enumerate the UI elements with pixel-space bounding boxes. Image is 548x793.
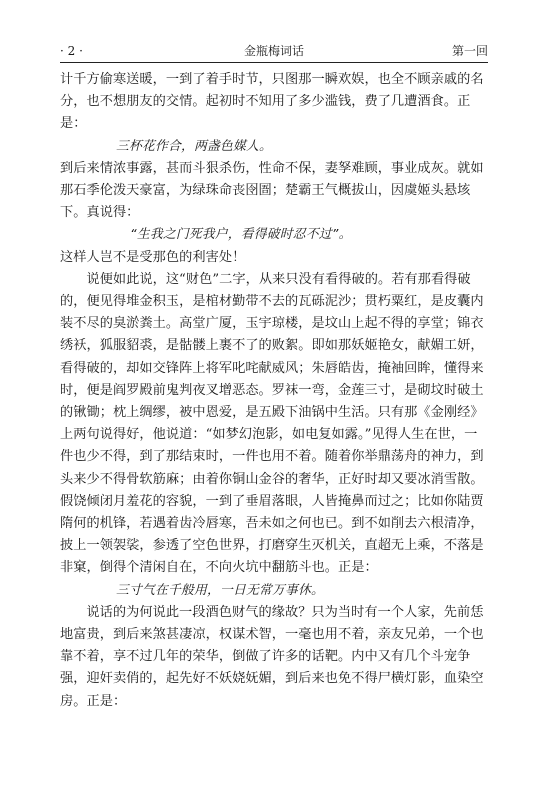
- verse-line: 三杯花作合，两盏色媒人。: [116, 138, 272, 154]
- paragraph: 计千方偷寒送暖，一到了着手时节，只图那一瞬欢娱，也全不顾亲戚的名分，也不想朋友的交情。起初时不知用了多少滥钱，费了几遭酒食。正是：: [60, 72, 484, 132]
- verse-line: “生我之门死我户，看得破时忍不过”。: [130, 227, 352, 243]
- page-body: [60, 69, 490, 713]
- book-title: 金瓶梅词话: [243, 44, 304, 58]
- paragraph: 说话的为何说此一段酒色财气的缘故？只为当时有一个人家，先前恁地富贵，到后来煞甚凄凉，权谋术智，一毫也用不着，亲友兄弟，一个也靠不着，享不过几年的荣华，倒做了许多的话靶。内中又有几个斗宠争强，迎奸卖俏的，起先好不妖娆妩媚，到后来也免不得尸横灯影，血染空房。正是：: [60, 604, 484, 709]
- page-number: · 2 ·: [60, 44, 83, 58]
- paragraph: 说便如此说，这“财色”二字，从来只没有看得破的。若有那看得破的，便见得堆金积玉，是棺材勤带不去的瓦砾泥沙；贯朽粟红，是皮囊内装不尽的臭淤粪土。高堂广厦，玉宇琼楼，是坟山上起不得的享堂；锦衣绣袄，狐服貂裘，是骷髅上裹不了的败絮。即如那妖姬艳女，献媚工妍，看得破的，却如交锋阵上将军叱咤献威风；朱唇皓齿，掩袖回眸，懂得来时，便是阎罗殿前鬼判夜叉增恶态。罗袜一弯，金莲三寸，是砌坟时破土的锹锄；枕上绸缪，被中恩爱，是五殿下油锅中生活。只有那《金刚经》上两句说得好，他说道：“如梦幻泡影，如电复如露。”见得人生在世，一件也少不得，到了那结束时，一件也用不着。随着你举鼎荡舟的神力，到头来少不得骨软筋麻；由着你铜山金谷的奢华，正好时却又要冰消雪散。假饶倾闭月羞花的容貌，一到了垂眉落眼，人皆掩鼻而过之；比如你陆贾隋何的机锋，若遇着齿冷唇寒，吾未如之何也已。到不如削去六根清净，披上一领袈裟，参透了空色世界，打磨穿生灭机关，直超无上乘，不落是非窠，倒得个清闲自在，不向火坑中翻筋斗也。正是：: [60, 271, 484, 576]
- running-header: [60, 40, 488, 63]
- verse-line: 三寸气在千般用，一日无常万事休。: [116, 582, 324, 598]
- paragraph: 这样人岂不是受那色的利害处！: [60, 249, 246, 265]
- paragraph: 到后来情浓事露，甚而斗狠杀伤，性命不保，妻孥难顾，事业成灰。就如那石季伦泼天豪富，为绿珠命丧囹圄；楚霸王气概拔山，因虞姬头悬垓下。真说得：: [60, 160, 484, 221]
- chapter-label: 第一回: [451, 44, 488, 58]
